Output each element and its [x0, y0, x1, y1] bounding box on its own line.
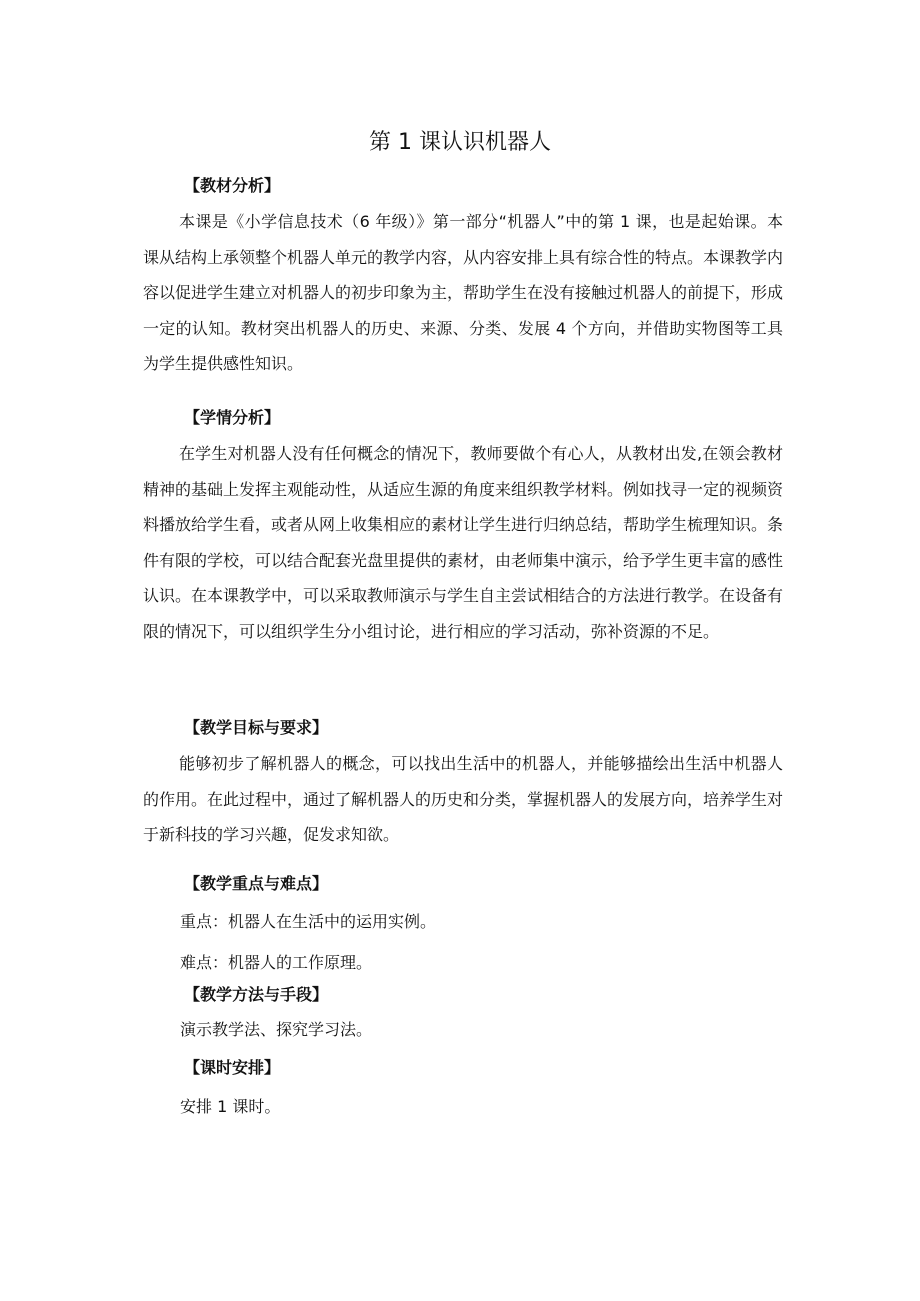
schedule-line: 安排 1 课时。 [180, 1097, 281, 1116]
section-heading-student-analysis: 【学情分析】 [184, 408, 281, 427]
section-heading-schedule: 【课时安排】 [184, 1058, 281, 1077]
section-heading-key-points: 【教学重点与难点】 [184, 874, 329, 893]
section-heading-methods: 【教学方法与手段】 [184, 985, 329, 1004]
methods-line: 演示教学法、探究学习法。 [180, 1020, 373, 1039]
key-point-line: 重点：机器人在生活中的运用实例。 [180, 912, 437, 931]
section-body-goals: 能够初步了解机器人的概念，可以找出生活中的机器人，并能够描绘出生活中机器人的作用。在此过程中，通过了解机器人的历史和分类，掌握机器人的发展方向，培养学生对于新科技的学习兴趣，促发求知欲。 [143, 754, 784, 844]
section-heading-goals: 【教学目标与要求】 [184, 718, 329, 737]
section-heading-textbook-analysis: 【教材分析】 [184, 176, 281, 195]
difficulty-line: 难点：机器人的工作原理。 [180, 953, 373, 972]
page-title: 第 1 课认识机器人 [369, 130, 551, 155]
section-body-student-analysis: 在学生对机器人没有任何概念的情况下，教师要做个有心人，从教材出发,在领会教材精神的基础上发挥主观能动性，从适应生源的角度来组织教学材料。例如找寻一定的视频资料播放给学生看，或者从网上收集相应的素材让学生进行归纳总结，帮助学生梳理知识。条件有限的学校，可以结合配套光盘里提供的素材，由老师集中演示，给予学生更丰富的感性认识。在本课教学中，可以采取教师演示与学生自主尝试相结合的方法进行教学。在设备有限的情况下，可以组织学生分小组讨论，进行相应的学习活动，弥补资源的不足。 [143, 444, 784, 641]
section-body-textbook-analysis: 本课是《小学信息技术（6 年级）》第一部分“机器人”中的第 1 课，也是起始课。本课从结构上承领整个机器人单元的教学内容，从内容安排上具有综合性的特点。本课教学内容以促进学生建立对机器人的初步印象为主，帮助学生在没有接触过机器人的前提下，形成一定的认知。教材突出机器人的历史、来源、分类、发展 4 个方向，并借助实物图等工具为学生提供感性知识。 [143, 212, 784, 373]
